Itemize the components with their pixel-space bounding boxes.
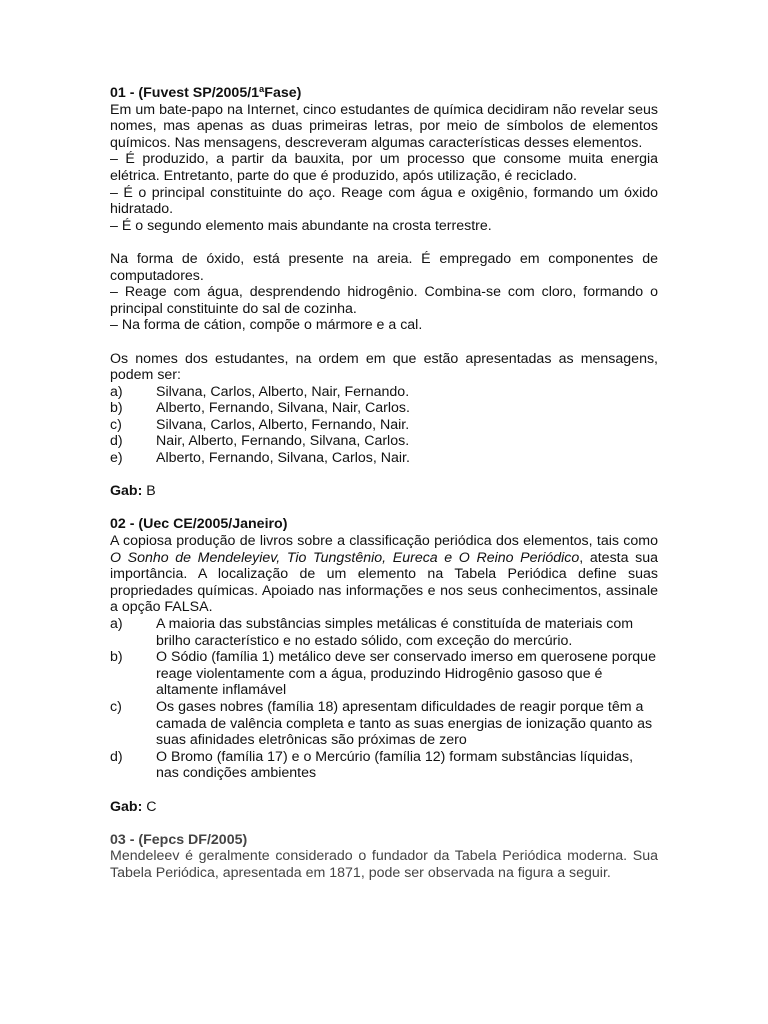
question-1	[110, 85, 658, 500]
spacer	[110, 782, 658, 799]
question-3-header: 03 - (Fepcs DF/2005)	[110, 831, 248, 848]
question-2-answer	[110, 799, 658, 816]
question-2-intro	[110, 533, 658, 616]
intro-text: , atesta sua importância. A localização de um elemento na Tabela Periódica define suas propriedades químicas. Apoiado nas informações e nos seus conhecimentos, assinale a opção FALSA.	[110, 549, 658, 616]
spacer	[110, 500, 658, 517]
option-label: a)	[110, 383, 123, 400]
option-text: Silvana, Carlos, Alberto, Nair, Fernando.	[156, 383, 410, 400]
option-text: Alberto, Fernando, Silvana, Nair, Carlos.	[156, 400, 410, 417]
question-1-intro: Em um bate-papo na Internet, cinco estudantes de química decidiram não revelar seus nomes, mas apenas as duas primeiras letras, por meio de símbolos de elementos químicos. Nas mensagens, descreveram algumas características desses elementos.	[110, 101, 658, 151]
spacer	[110, 815, 658, 832]
question-1-prompt: Os nomes dos estudantes, na ordem em que estão apresentadas as mensagens, podem ser:	[110, 350, 658, 384]
question-2-option-a	[110, 616, 658, 649]
question-2-option-b	[110, 649, 658, 699]
question-1-option-c	[110, 417, 658, 434]
answer-label: Gab:	[110, 483, 143, 500]
question-1-option-b	[110, 400, 658, 417]
question-1-message-2: – É o principal constituinte do aço. Reage com água e oxigênio, formando um óxido hidratado.	[110, 184, 658, 218]
option-text: Os gases nobres (família 18) apresentam dificuldades de reagir porque têm a camada de valência completa e tanto as suas energias de ionização quanto as suas afinidades eletrônicas são próximas de zero	[156, 698, 653, 749]
question-1-message-1: – É produzido, a partir da bauxita, por um processo que consome muita energia elétrica. Entretanto, parte do que é produzido, após utilização, é reciclado.	[110, 151, 658, 184]
option-label: b)	[110, 400, 123, 417]
option-text: O Sódio (família 1) metálico deve ser conservado imerso em querosene porque reage violentamente com a água, produzindo Hidrogênio gasoso que é altamente inflamável	[156, 649, 656, 699]
question-2-header: 02 - (Uec CE/2005/Janeiro)	[110, 516, 288, 533]
answer-label: Gab:	[110, 798, 143, 815]
spacer	[110, 334, 658, 351]
question-1-message-4: – Reage com água, desprendendo hidrogênio. Combina-se com cloro, formando o principal constituinte do sal de cozinha.	[110, 284, 658, 317]
option-label: e)	[110, 450, 123, 467]
option-label: d)	[110, 433, 123, 450]
option-text: A maioria das substâncias simples metálicas é constituída de materiais com brilho característico e no estado sólido, com exceção do mercúrio.	[156, 616, 634, 649]
option-label: c)	[110, 698, 122, 715]
option-text: Nair, Alberto, Fernando, Silvana, Carlos.	[156, 433, 410, 450]
question-1-header: 01 - (Fuvest SP/2005/1ªFase)	[110, 85, 302, 101]
spacer	[110, 234, 658, 251]
spacer	[110, 467, 658, 484]
question-2-option-d	[110, 749, 658, 782]
question-1-message-5: – Na forma de cátion, compõe o mármore e a cal.	[110, 317, 423, 334]
option-text: O Bromo (família 17) e o Mercúrio (família 12) formam substâncias líquidas, nas condições ambientes	[156, 748, 634, 782]
question-1-option-e	[110, 450, 658, 467]
option-label: c)	[110, 416, 122, 433]
option-text: Silvana, Carlos, Alberto, Fernando, Nair.	[156, 416, 410, 433]
answer-value: C	[146, 798, 157, 815]
question-2	[110, 516, 658, 815]
option-text: Alberto, Fernando, Silvana, Carlos, Nair.	[156, 450, 410, 467]
question-1-option-d	[110, 433, 658, 450]
option-label: a)	[110, 616, 123, 632]
question-1-answer	[110, 483, 658, 500]
book-titles: O Sonho de Mendeleyiev, Tio Tungstênio, Eureca e O Reino Periódico	[110, 549, 580, 566]
intro-text: A copiosa produção de livros sobre a classificação periódica dos elementos, tais como	[110, 533, 658, 550]
question-1-message-3: – É o segundo elemento mais abundante na crosta terrestre.	[110, 217, 492, 234]
question-3	[110, 832, 658, 882]
question-2-option-c	[110, 699, 658, 749]
option-label: b)	[110, 649, 123, 666]
answer-value: B	[146, 483, 156, 500]
document-content	[110, 85, 658, 882]
question-3-intro: Mendeleev é geralmente considerado o fundador da Tabela Periódica moderna. Sua Tabela Periódica, apresentada em 1871, pode ser observada na figura a seguir.	[110, 848, 658, 881]
option-label: d)	[110, 748, 123, 765]
question-1-message-3-continued: Na forma de óxido, está presente na areia. É empregado em componentes de computadores.	[110, 250, 658, 284]
question-1-option-a	[110, 384, 658, 401]
